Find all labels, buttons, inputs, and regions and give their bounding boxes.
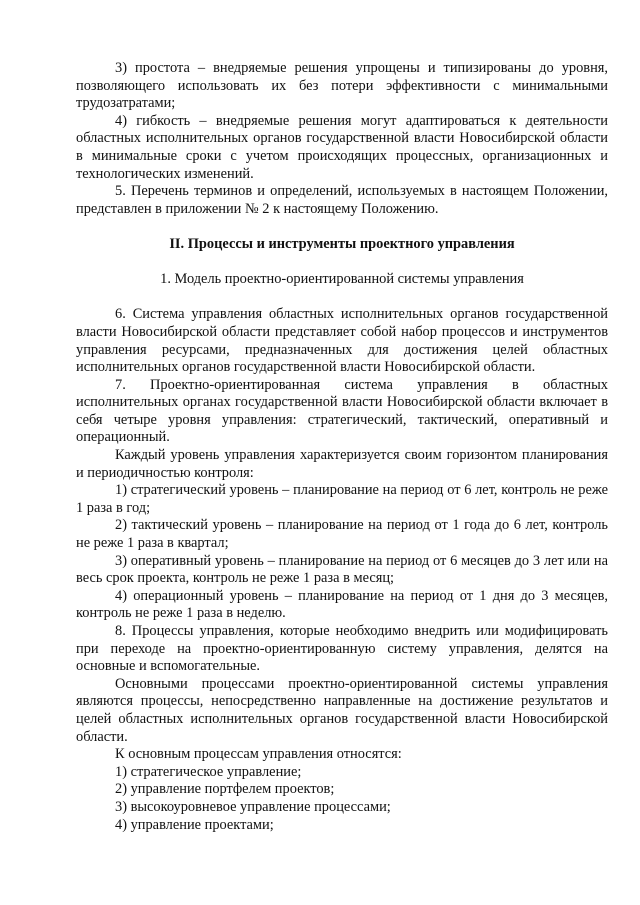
list-item-operative: 3) оперативный уровень – планирование на период от 6 месяцев до 3 лет или на весь срок проекта, контроль не реже 1 раза в месяц; bbox=[76, 552, 608, 587]
list-item-strategic-management: 1) стратегическое управление; bbox=[115, 763, 302, 780]
list-item-tactical: 2) тактический уровень – планирование на период от 1 года до 6 лет, контроль не реже 1 раза в квартал; bbox=[76, 517, 608, 552]
paragraph-levels-intro: Каждый уровень управления характеризуется своим горизонтом планирования и периодичностью контроля: bbox=[76, 447, 608, 481]
section-heading: II. Процессы и инструменты проектного управления bbox=[169, 235, 515, 252]
list-item-simplicity: 3) простота – внедряемые решения упрощены и типизированы до уровня, позволяющего использовать их без потери эффективности с минимальными трудозатратами; bbox=[76, 60, 608, 112]
paragraph-8: 8. Процессы управления, которые необходимо внедрить или модифицировать при переходе на проектно-ориентированную систему управления, делятся на основные и вспомогательные. bbox=[76, 623, 608, 675]
paragraph-7: 7. Проектно-ориентированная система управления в областных исполнительных органах государственной власти Новосибирской области включает в себя четыре уровня управления: стратегический, тактический, оперативный и операционный. bbox=[76, 376, 608, 446]
subsection-heading: 1. Модель проектно-ориентированной системы управления bbox=[160, 271, 524, 288]
paragraph-main-processes: Основными процессами проектно-ориентированной системы управления являются процессы, непосредственно направленные на достижение результатов и целей областных исполнительных органов государственной власти Новосибирской области. bbox=[76, 675, 608, 745]
document-page bbox=[76, 60, 608, 834]
list-item-process-management: 3) высокоуровневое управление процессами; bbox=[115, 798, 391, 815]
list-item-portfolio-management: 2) управление портфелем проектов; bbox=[115, 781, 335, 798]
paragraph-6: 6. Система управления областных исполнительных органов государственной власти Новосибирской области представляет собой набор процессов и инструментов управления ресурсами, предназначенных для достижения целей областных исполнительных органов государственной власти Новосибирской области. bbox=[76, 306, 608, 376]
spacer bbox=[76, 218, 608, 236]
paragraph-main-processes-list-intro: К основным процессам управления относятся: bbox=[115, 746, 402, 763]
paragraph-5: 5. Перечень терминов и определений, используемых в настоящем Положении, представлен в приложении № 2 к настоящему Положению. bbox=[76, 183, 608, 217]
spacer bbox=[76, 254, 608, 272]
list-item-flexibility: 4) гибкость – внедряемые решения могут адаптироваться к деятельности областных исполнительных органов государственной власти Новосибирской области в минимальные сроки с учетом происходящих процессных, организационных и технологических изменений. bbox=[76, 112, 608, 182]
list-item-strategic: 1) стратегический уровень – планирование на период от 6 лет, контроль не реже 1 раза в год; bbox=[76, 482, 608, 516]
list-item-project-management: 4) управление проектами; bbox=[115, 816, 274, 833]
list-item-operational: 4) операционный уровень – планирование на период от 1 дня до 3 месяцев, контроль не реже 1 раза в неделю. bbox=[76, 587, 608, 622]
spacer bbox=[76, 289, 608, 307]
